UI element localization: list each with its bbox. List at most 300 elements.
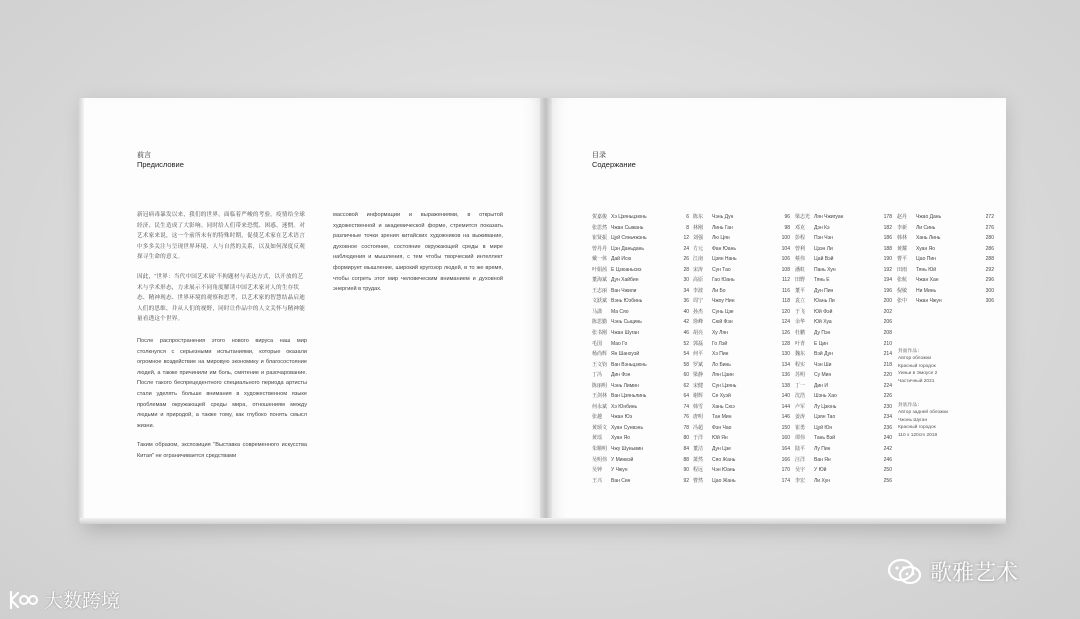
preface-ru-paragraph-2: Таким образом, экспозиция "Выставка современного искусства Китая" не ограничивается средствами (137, 442, 307, 459)
toc-entry-page: 90 (683, 467, 689, 474)
toc-entry-name-ru: Пэн Чэн (814, 235, 833, 242)
toc-entry-page: 78 (683, 424, 689, 431)
toc-entry-name-ru: Ху Лян (712, 330, 728, 337)
toc-entry (795, 465, 892, 476)
toc-entry (795, 455, 892, 466)
toc-entry (693, 465, 790, 476)
toc-entry-name-ru: Ма Сяо (611, 308, 629, 315)
toc-entry (795, 265, 892, 276)
toc-entry-name-ru: Чэнь Лимин (611, 382, 639, 389)
toc-entry-name-ru: Чжан Хан (916, 277, 939, 284)
toc-entry-name-cn: 崔勇 (795, 424, 806, 431)
toc-entry (693, 349, 790, 360)
toc-entry-page: 100 (781, 235, 790, 242)
watermark-right-text: 歌雅艺术 (930, 560, 1019, 585)
toc-entry (693, 444, 790, 455)
toc-entry-name-ru: Хэ Юнбинь (611, 403, 638, 410)
toc-entry-name-cn: 杨尚辉 (592, 351, 608, 358)
toc-entry-page: 136 (781, 372, 790, 379)
cover-credit-line: Красный городок (898, 363, 936, 369)
toc-entry-page: 188 (883, 245, 892, 252)
toc-entry-page: 128 (781, 340, 790, 347)
toc-entry-name-ru: Линь Ган (712, 224, 733, 231)
toc-entry (795, 307, 892, 318)
toc-entry-name-cn: 何永斌 (592, 403, 608, 410)
toc-entry (592, 244, 689, 255)
toc-entry-page: 54 (683, 351, 689, 358)
toc-entry-page: 28 (683, 266, 689, 273)
toc-entry-name-cn: 董平 (795, 287, 806, 294)
toc-entry (592, 391, 689, 402)
toc-entry-name-cn: 姜涛 (795, 414, 806, 421)
toc-entry-page: 218 (883, 361, 892, 368)
toc-entry-name-cn: 马潇 (592, 308, 603, 315)
toc-entry-name-cn: 林刚 (693, 224, 704, 231)
toc-entry-page: 246 (883, 456, 892, 463)
toc-entry-name-ru: Тянь Е (814, 277, 830, 284)
toc-entry-page: 138 (781, 382, 790, 389)
toc-entry-name-ru: Фэн Чао (712, 424, 732, 431)
toc-entry-page: 34 (683, 287, 689, 294)
toc-entry (592, 233, 689, 244)
toc-entry-page: 306 (985, 298, 994, 305)
toc-entry-name-ru: Чжу Шуньмин (611, 446, 644, 453)
toc-entry-page: 202 (883, 308, 892, 315)
toc-entry-page: 208 (883, 330, 892, 337)
toc-entry (693, 233, 790, 244)
toc-entry (795, 339, 892, 350)
toc-entry-name-cn: 张中 (897, 298, 908, 305)
toc-entry-page: 130 (781, 351, 790, 358)
toc-entry (693, 223, 790, 234)
toc-entry-name-ru: Дэн Кэ (814, 224, 830, 231)
toc-entry-name-cn: 何平 (693, 351, 704, 358)
cover-credit (898, 348, 937, 385)
toc-entry-name-cn: 周宁 (693, 298, 704, 305)
toc-entry-name-cn: 程实 (795, 361, 806, 368)
back-credit-line: 110 x 120cm 2018 (898, 432, 938, 438)
toc-entry-name-ru: Чжан Юэ (611, 414, 633, 421)
toc-entry-name-cn: 高原 (693, 277, 704, 284)
toc-entry-name-cn: 汪洋 (795, 456, 806, 463)
toc-entry-name-ru: Хэ Цзяньцзюнь (611, 214, 647, 220)
toc-entry-page: 226 (883, 393, 892, 400)
toc-entry-name-ru: Чэн Ши (814, 361, 832, 368)
watermark-left-text: 大数跨境 (44, 591, 121, 612)
watermark-right (886, 556, 1018, 587)
toc-entry-name-ru: Е Цин (814, 340, 828, 347)
toc-entry-name-cn: 郭磊 (693, 340, 704, 347)
toc-entry-page: 144 (781, 403, 790, 410)
toc-entry (592, 412, 689, 423)
toc-entry-page: 250 (883, 467, 892, 474)
back-credit-line: Чжэнь Шуган (898, 417, 928, 423)
toc-entry-name-cn: 贺嘉俊 (592, 214, 608, 220)
toc-entry (795, 370, 892, 381)
toc-entry-page: 194 (883, 277, 892, 284)
toc-entry (897, 233, 994, 244)
toc-entry-page: 30 (683, 277, 689, 284)
toc-entry-page: 58 (683, 361, 689, 368)
toc-entry-name-cn: 文跃斌 (592, 298, 608, 305)
toc-entry (592, 212, 689, 223)
toc-entry-name-ru: Хуан Сунвэнь (611, 424, 644, 431)
toc-entry-name-cn: 戴一休 (592, 256, 608, 263)
toc-entry-page: 116 (782, 287, 790, 294)
toc-entry-page: 126 (781, 330, 790, 337)
book-left-edge (78, 98, 84, 522)
toc-entry-name-ru: Шэнь Хао (814, 393, 837, 400)
toc-entry (592, 423, 689, 434)
toc-entry-name-cn: 韩雪 (693, 403, 704, 410)
toc-entry (897, 212, 994, 223)
toc-entry-name-cn: 于飞 (795, 308, 806, 315)
toc-entry-name-ru: Ван Вэньцзюнь (611, 361, 647, 368)
toc-entry-name-ru: Цао Пин (916, 256, 936, 263)
toc-entry-name-cn: 王剑林 (592, 393, 608, 400)
toc-entry-page: 24 (683, 245, 689, 252)
toc-entry-page: 190 (883, 256, 892, 263)
toc-entry (693, 476, 790, 487)
toc-entry-name-cn: 田野 (795, 277, 806, 284)
toc-entry-name-cn: 张书刚 (592, 330, 608, 337)
toc-entry-name-ru: Цзян Нань (712, 256, 737, 263)
toc-entry-name-ru: Цэн Даньдань (611, 245, 644, 252)
toc-entry-page: 74 (683, 403, 689, 410)
toc-entry-name-cn: 田雨 (897, 266, 908, 273)
preface-cn-text (137, 210, 307, 334)
toc-entry-name-ru: Хуан Яо (611, 435, 630, 442)
toc-entry (795, 444, 892, 455)
toc-entry (592, 296, 689, 307)
toc-entry-name-cn: 沈浩 (795, 393, 806, 400)
toc-entry (693, 317, 790, 328)
toc-entry-page: 84 (683, 446, 689, 453)
toc-entry (795, 286, 892, 297)
toc-entry-page: 92 (683, 477, 689, 484)
toc-entry-name-cn: 魏东 (795, 351, 806, 358)
toc-entry-name-cn: 王文钧 (592, 361, 608, 368)
toc-entry-page: 96 (784, 214, 790, 220)
toc-entry (693, 212, 790, 223)
toc-entry-name-ru: Ван Ян (814, 456, 831, 463)
toc-entry-page: 160 (781, 435, 790, 442)
toc-entry-page: 46 (683, 330, 689, 337)
toc-entry-name-ru: Сун Тао (712, 266, 731, 273)
toc-entry-name-cn: 苏明 (795, 372, 806, 379)
toc-entry-page: 300 (985, 287, 994, 294)
toc-entry (897, 296, 994, 307)
toc-entry-name-cn: 曾利 (795, 245, 806, 252)
toc-entry-name-cn: 宋涛 (693, 266, 704, 273)
toc-entry-name-cn: 吴宇 (795, 467, 806, 474)
toc-entry-name-ru: Дин Фэн (611, 372, 631, 379)
toc-entry-name-cn: 彭程 (795, 235, 806, 242)
toc-entry-name-cn: 谭伟 (795, 435, 806, 442)
toc-entry-name-ru: Чэн Юань (712, 467, 736, 474)
toc-entry-name-ru: Чжоу Нин (712, 298, 735, 305)
toc-entry (795, 349, 892, 360)
cover-credit-line: 封面作品： (898, 349, 922, 354)
toc-entry-name-ru: Юй Фэй (814, 308, 833, 315)
toc-entry-name-ru: У Минвэй (611, 456, 634, 463)
preface-cn-paragraph-1: 新冠病毒暴发以来，我们的世界，面临着严峻的考验。疫情给全球经济、民生造成了大影响。同时给人们带来恐慌、困惑、迷惘。对艺术家来说，这一个前所未有的特殊时期，促使艺术家在艺术语言中多多关注与呈现世界环境、人与自然的关系，以及如何深度反观探寻生命的意义。 (137, 212, 306, 261)
toc-entry (592, 360, 689, 371)
toc-entry-name-cn: 丁冯 (592, 372, 603, 379)
toc-entry-name-ru: Хуан Яо (916, 245, 935, 252)
toc-entry-page: 170 (781, 467, 790, 474)
toc-entry (693, 286, 790, 297)
contents-heading-cn: 目录 (592, 152, 606, 159)
toc-entry (795, 360, 892, 371)
toc-entry (693, 360, 790, 371)
toc-entry-page: 186 (883, 235, 892, 242)
toc-entry (795, 433, 892, 444)
toc-entry-name-cn: 吴钟 (592, 467, 603, 474)
toc-entry-page: 76 (683, 414, 689, 421)
toc-entry-page: 134 (781, 361, 790, 368)
back-credit-line: Автор задней обложки (898, 410, 949, 416)
toc-entry-name-ru: Хань Линь (916, 235, 941, 242)
toc-entry-name-ru: Чжао Дань (916, 214, 942, 220)
toc-entry-name-ru: Цзэн Ли (814, 245, 833, 252)
toc-entry-page: 224 (883, 382, 892, 389)
toc-entry-page: 60 (683, 372, 689, 379)
toc-entry-page: 210 (883, 340, 892, 347)
toc-entry-name-cn: 程远 (693, 467, 704, 474)
preface-cn-paragraph-2: 因此，“世界：当代中国艺术展”不拘题材与表达方式，以开放的艺术与学术形态，力求展示不同角度解读中国艺术家对人的生存状态、精神现态、世界环境的观察和思考，以艺术家的智慧结晶启迪人们的思维，并从人们的视野，同时让作品中的人文关怀与精神能量看透这个世界。 (137, 273, 306, 323)
toc-entry (795, 402, 892, 413)
toc-entry-name-cn: 袁立 (795, 298, 806, 305)
toc-entry-name-ru: Цао Жань (712, 477, 736, 484)
toc-entry (592, 381, 689, 392)
toc-entry-name-ru: Чжан Чжун (916, 298, 942, 305)
toc-entry-page: 256 (883, 477, 892, 484)
toc-entry (693, 433, 790, 444)
toc-entry-page: 276 (985, 224, 994, 231)
toc-entry-name-ru: Лян Чжигуан (814, 214, 844, 220)
toc-entry-page: 280 (985, 235, 994, 242)
toc-entry-name-cn: 方元 (693, 245, 704, 252)
toc-entry-name-ru: Го Лэй (712, 340, 728, 347)
toc-entry-name-cn: 陈思勤 (592, 319, 608, 326)
toc-entry-name-ru: Цуй Сяньчжэнь (611, 235, 647, 242)
toc-entry (897, 275, 994, 286)
toc-entry (795, 212, 892, 223)
toc-entry-name-cn: 李新 (897, 224, 908, 231)
toc-entry (592, 455, 689, 466)
toc-entry-name-ru: Хань Сюэ (712, 403, 735, 410)
toc-entry-page: 140 (781, 393, 790, 400)
toc-entry-name-ru: Су Мин (814, 372, 832, 379)
toc-entry-name-ru: Пань Хун (814, 266, 836, 273)
toc-entry-page: 98 (784, 224, 790, 231)
toc-entry-name-cn: 曹然 (693, 477, 704, 484)
toc-entry-name-ru: Тан Мин (712, 414, 732, 421)
toc-entry (795, 423, 892, 434)
toc-entry-name-cn: 张思然 (592, 224, 608, 231)
toc-entry-page: 64 (683, 393, 689, 400)
toc-entry-name-ru: Ни Минь (916, 287, 937, 294)
toc-entry-name-ru: Дун Хайбин (611, 277, 639, 284)
toc-column (897, 212, 994, 307)
toc-entry-name-ru: У Чжун (611, 467, 628, 474)
toc-entry-name-cn: 叶青 (795, 340, 806, 347)
toc-entry-name-ru: У Юй (814, 467, 827, 474)
toc-entry-name-cn: 张航 (897, 277, 908, 284)
toc-entry-page: 174 (781, 477, 790, 484)
toc-entry-name-cn: 曹平 (897, 256, 908, 263)
toc-entry (693, 391, 790, 402)
preface-ru-text (137, 336, 307, 471)
toc-entry-name-ru: Цзян Тао (814, 414, 836, 421)
toc-entry-page: 62 (683, 382, 689, 389)
preface-ru-paragraph-1: После распространения этого нового вируса наш мир столкнулся с серьезными испытаниями, которые оказали огромное воздействие на мировую экономику и благосостояние людей, а также причинили им боль, смятение и разочарование. После такого беспрецедентного специального периода артисты стали уделять больше внимания в художественном языке проблемам окружающей среды мира, отношениям между людьми и природой, а также тому, как глубоко понять смысл жизни. (137, 338, 307, 429)
toc-entry-page: 206 (883, 319, 892, 326)
toc-entry-name-cn: 于洋 (693, 435, 704, 442)
toc-entry-page: 104 (781, 245, 790, 252)
toc-entry-page: 120 (781, 308, 790, 315)
toc-entry (693, 339, 790, 350)
toc-entry-name-cn: 蔡伟 (795, 256, 806, 263)
toc-entry-page: 88 (683, 456, 689, 463)
toc-entry-name-cn: 张越 (592, 414, 603, 421)
toc-entry-name-ru: Сяо Жань (712, 456, 736, 463)
toc-entry-name-ru: Дин И (814, 382, 828, 389)
toc-entry-page: 6 (686, 214, 689, 220)
toc-entry-page: 150 (781, 424, 790, 431)
toc-entry-page: 196 (883, 287, 892, 294)
toc-entry (693, 381, 790, 392)
toc-entry (693, 328, 790, 339)
toc-entry-name-ru: Лу Пин (814, 446, 831, 453)
toc-entry (795, 381, 892, 392)
toc-entry (897, 244, 994, 255)
toc-entry (592, 339, 689, 350)
toc-entry-name-cn: 胡亮 (693, 330, 704, 337)
toc-entry-name-ru: Вэнь Юэбинь (611, 298, 643, 305)
toc-entry-name-cn: 王兴 (592, 477, 603, 484)
toc-entry-page: 166 (781, 456, 790, 463)
toc-entry (795, 254, 892, 265)
toc-entry-name-cn: 崔贤振 (592, 235, 608, 242)
toc-entry (693, 455, 790, 466)
toc-entry (795, 476, 892, 487)
toc-entry-name-ru: Тань Вэй (814, 435, 836, 442)
toc-column (693, 212, 790, 486)
toc-entry (795, 233, 892, 244)
toc-entry-page: 42 (683, 319, 689, 326)
toc-entry-page: 240 (883, 435, 892, 442)
toc-entry-page: 40 (683, 308, 689, 315)
toc-entry-name-cn: 丁一 (795, 382, 806, 389)
cover-credit-line: Автор обложки (898, 356, 932, 362)
toc-entry-name-cn: 陈丽明 (592, 382, 608, 389)
toc-entry-name-ru: Лян Цзин (712, 372, 734, 379)
toc-entry-name-ru: Тянь Юй (916, 266, 937, 273)
toc-entry (592, 444, 689, 455)
toc-entry-name-cn: 余华 (795, 319, 806, 326)
toc-entry-name-ru: Гао Юань (712, 277, 735, 284)
toc-entry-page: 52 (683, 340, 689, 347)
preface-ru-column-2: массовой информации и выражениями, в открытой художественной и академической форме, стремится показать различные точки зрения китайских художников на выживание, духовное состояние, состояние окружающей среды в мире наблюдения и мышления, с тем чтобы творческий интеллект формирует мышление, широкий кругозор людей, в то же время, чтобы согреть этот мир человеческим вниманием и духовной энергией в трудах. (333, 212, 503, 293)
toc-entry-page: 36 (683, 298, 689, 305)
toc-entry-page: 8 (686, 224, 689, 231)
toc-entry-page: 118 (782, 298, 790, 305)
toc-entry-name-cn: 曾丹丹 (592, 245, 608, 252)
toc-entry (693, 307, 790, 318)
toc-entry-name-ru: Юань Ли (814, 298, 835, 305)
toc-entry (693, 370, 790, 381)
toc-entry-name-ru: Чэнь Дун (712, 214, 734, 220)
toc-entry-page: 164 (781, 446, 790, 453)
toc-entry-name-cn: 邓克 (795, 224, 806, 231)
toc-entry (693, 244, 790, 255)
toc-entry-page: 272 (985, 214, 994, 220)
toc-entry (897, 223, 994, 234)
toc-entry-name-cn: 杜鹏 (795, 330, 806, 337)
cover-credit-line: Частичный 2021 (898, 378, 935, 384)
toc-entry (693, 296, 790, 307)
toc-column (795, 212, 892, 486)
toc-entry-name-cn: 宋健 (693, 382, 704, 389)
toc-entry-name-ru: Дай Исю (611, 256, 632, 263)
contents-heading-ru: Содержание (592, 160, 636, 169)
toc-entry-name-cn: 孙杰 (693, 308, 704, 315)
toc-entry-name-cn: 罗斌 (693, 361, 704, 368)
preface-heading-ru: Предисловие (137, 160, 184, 169)
toc-entry-page: 192 (883, 266, 892, 273)
toc-entry-name-ru: Ван Чжили (611, 287, 637, 294)
toc-entry-name-cn: 陈东 (693, 214, 704, 220)
toc-entry (795, 296, 892, 307)
toc-entry (795, 317, 892, 328)
toc-entry (592, 349, 689, 360)
toc-entry-name-ru: Ли Синь (916, 224, 936, 231)
toc-entry-name-ru: Е Цзюаньсиэ (611, 266, 642, 273)
book-bottom-edge (80, 518, 1006, 524)
toc-entry (592, 370, 689, 381)
toc-entry (592, 328, 689, 339)
toc-entry-name-ru: Чжан Сыжань (611, 224, 644, 231)
toc-entry-page: 220 (883, 372, 892, 379)
toc-entry (592, 317, 689, 328)
toc-entry (592, 433, 689, 444)
toc-entry-name-ru: Цуй Юн (814, 424, 833, 431)
toc-entry-page: 182 (883, 224, 892, 231)
toc-entry-name-cn: 徐峰 (693, 319, 704, 326)
toc-entry-name-ru: Ло Бинь (712, 361, 731, 368)
toc-entry-page: 242 (883, 446, 892, 453)
toc-entry-page: 236 (883, 424, 892, 431)
toc-entry-name-ru: Лу Цзюнь (814, 403, 837, 410)
toc-entry-name-cn: 黄颂文 (592, 424, 608, 431)
toc-entry-name-cn: 叶娟茜 (592, 266, 608, 273)
toc-entry-name-ru: Юй Ян (712, 435, 728, 442)
toc-entry-page: 26 (683, 256, 689, 263)
toc-entry-name-cn: 毛国 (592, 340, 603, 347)
toc-entry-name-ru: Цай Вэй (814, 256, 834, 263)
toc-entry-name-ru: Сун Цзянь (712, 382, 737, 389)
toc-entry-name-cn: 吴明伟 (592, 456, 608, 463)
toc-entry (693, 412, 790, 423)
toc-entry-name-cn: 董海斌 (592, 277, 608, 284)
toc-entry-name-ru: Ван Син (611, 477, 631, 484)
back-credit-line: Красный городок (898, 425, 936, 431)
toc-entry-name-cn: 黄瑶 (592, 435, 603, 442)
toc-entry-name-ru: Ван Цзяньлинь (611, 393, 647, 400)
toc-entry (795, 223, 892, 234)
